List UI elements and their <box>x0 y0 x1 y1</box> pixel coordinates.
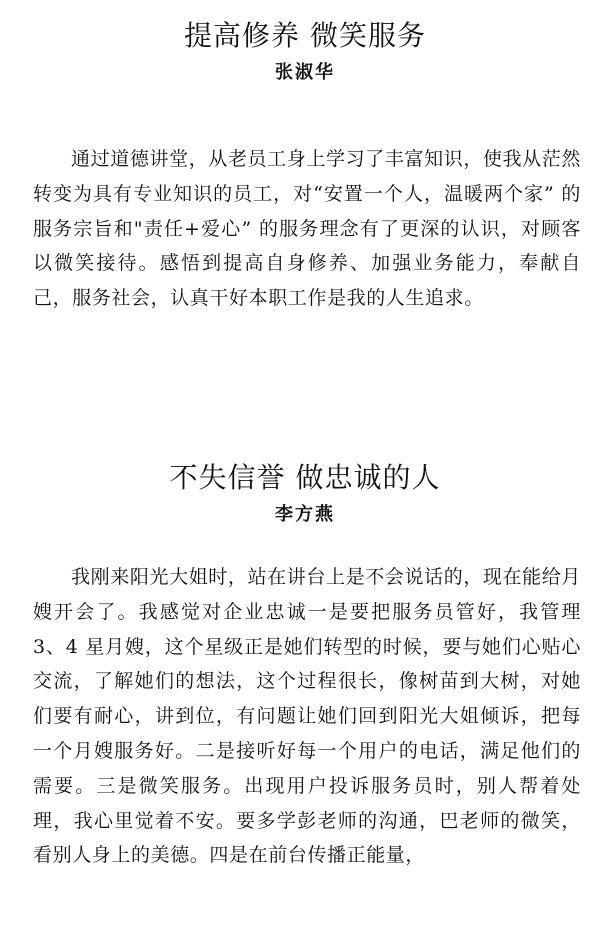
article-2 <box>0 456 610 867</box>
article-1 <box>0 14 610 310</box>
article-title: 提高修养 微笑服务 <box>184 19 426 52</box>
article-body: 我刚来阳光大姐时，站在讲台上是不会说话的，现在能给月嫂开会了。我感觉对企业忠诚一是要把服务员管好，我管理 3、4 星月嫂，这个星级正是她们转型的时候，要与她们心贴心交流，了解她们的想法，这个过程很长，像树苗到大树，对她们要有耐心，讲到位，有问题让她们回到阳光大姐倾诉，把每一个月嫂服务好。二是接听好每一个用户的电话，满足他们的需要。三是微笑服务。出现用户投诉服务员时，别人帮着处理，我心里觉着不安。要多学彭老师的沟通，巴老师的微笑，看别人身上的美德。四是在前台传播正能量， <box>33 566 581 867</box>
article-title: 不失信誉 做忠诚的人 <box>169 461 441 494</box>
article-author: 李方燕 <box>275 504 335 525</box>
article-author: 张淑华 <box>275 62 335 83</box>
article-body: 通过道德讲堂，从老员工身上学习了丰富知识，使我从茫然转变为具有专业知识的员工，对“安置一个人，温暖两个家” 的服务宗旨和"责任+爱心” 的服务理念有了更深的认识，对顾客以微笑接待。感悟到提高自身修养、加强业务能力，奉献自己，服务社会，认真干好本职工作是我的人生追求。 <box>33 148 581 310</box>
